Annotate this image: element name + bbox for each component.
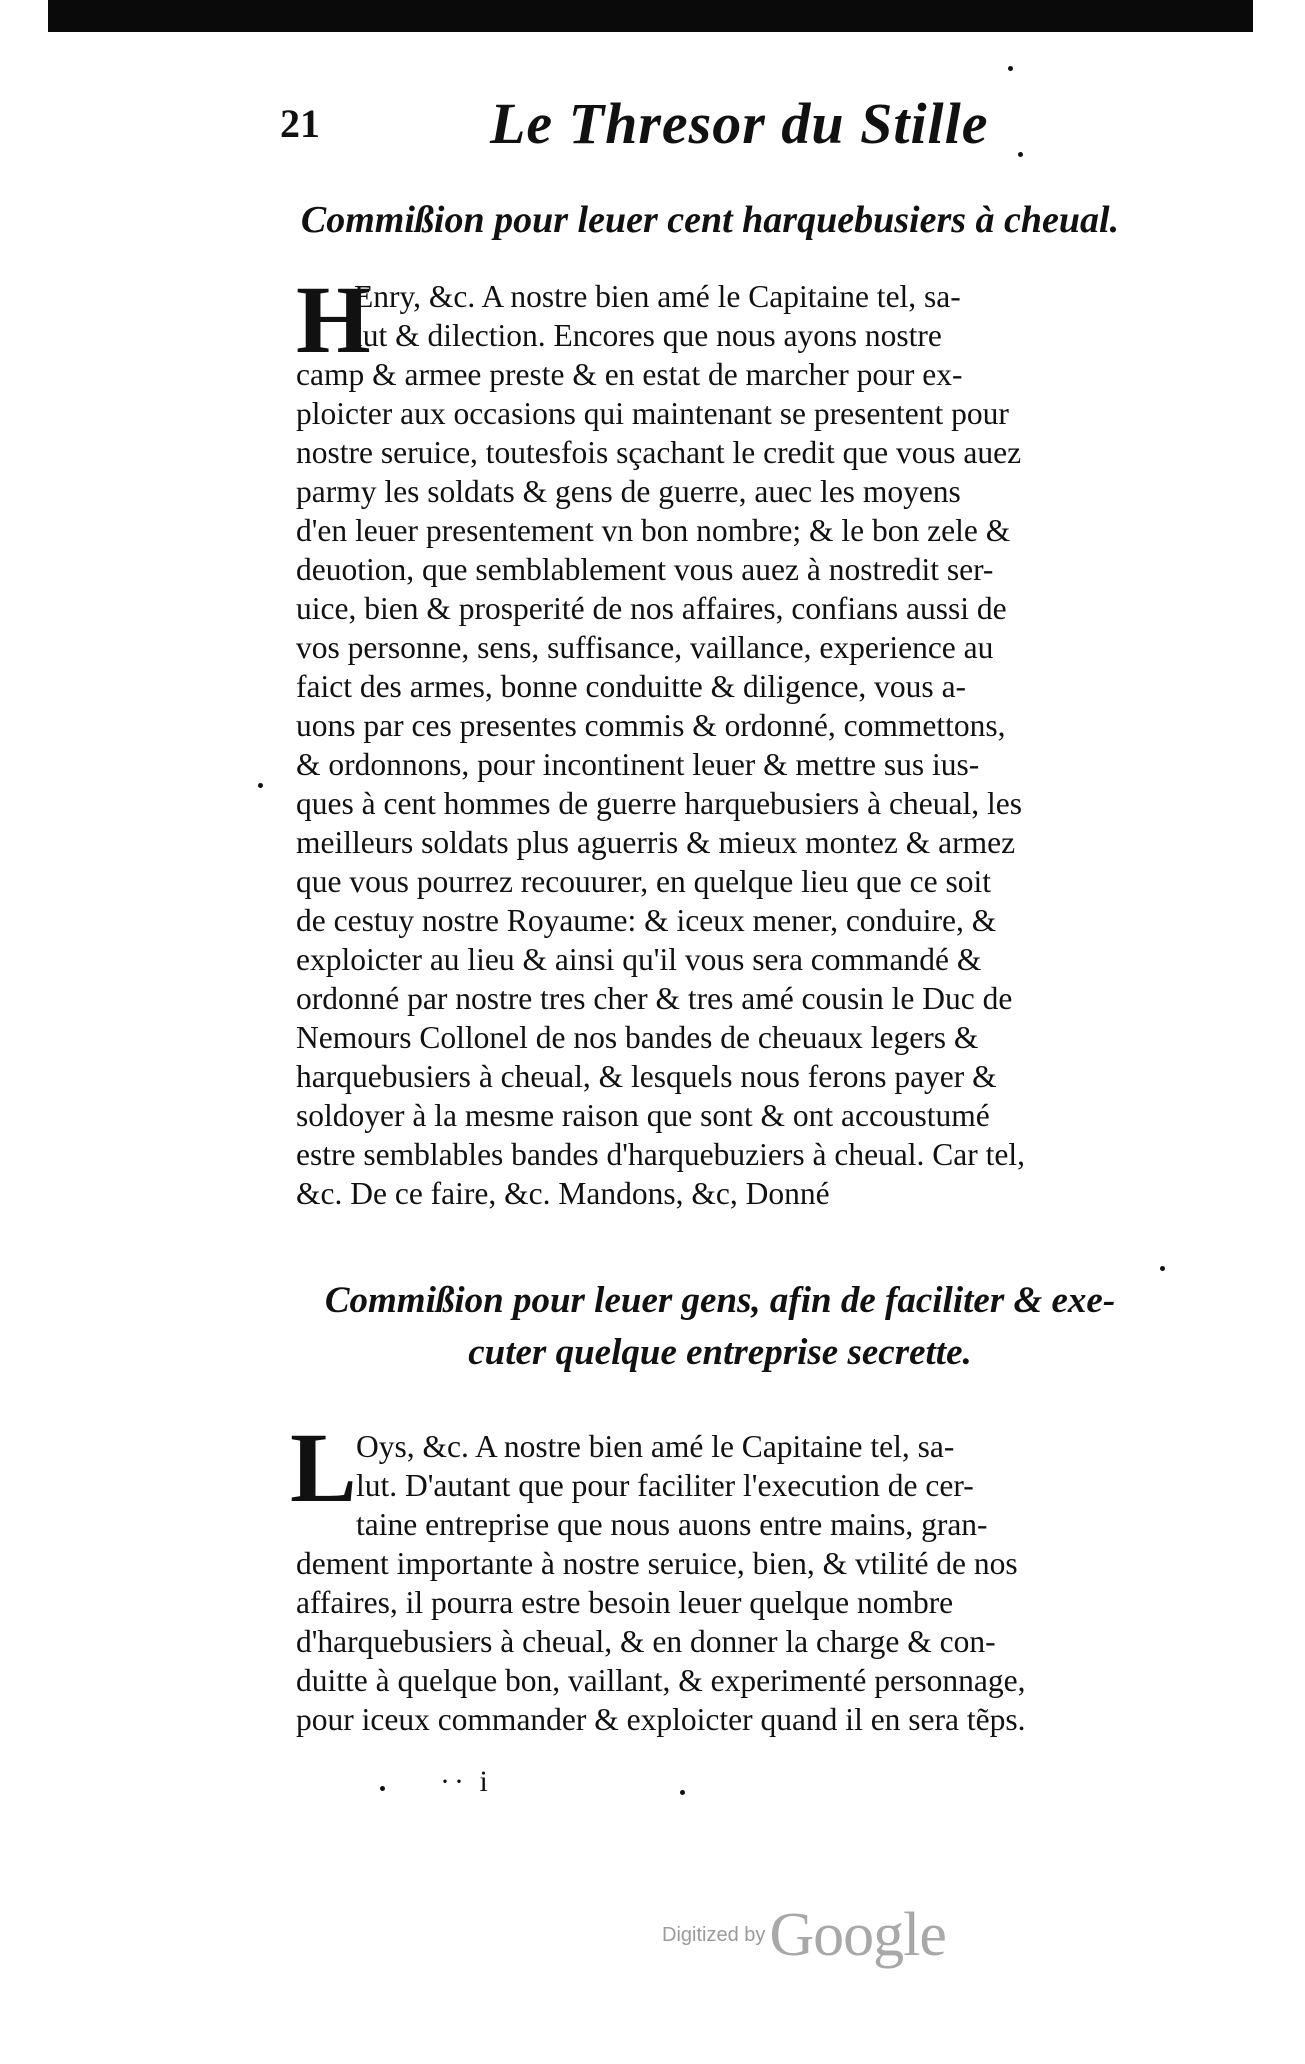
text-line: d'harquebusiers à cheual, & en donner la charge & con- — [296, 1624, 996, 1659]
scan-top-border — [48, 0, 1253, 32]
text-line: lut. D'autant que pour faciliter l'execution de cer- — [356, 1468, 974, 1503]
text-line: lut & dilection. Encores que nous ayons nostre — [354, 318, 942, 353]
text-line: ques à cent hommes de guerre harquebusiers à cheual, les — [296, 786, 1022, 821]
text-line: Enry, &c. A nostre bien amé le Capitaine tel, sa- — [354, 279, 961, 314]
section-heading-1: Commißion pour leuer cent harquebusiers à cheual. — [300, 199, 1120, 241]
text-line: duitte à quelque bon, vaillant, & experimenté personnage, — [296, 1663, 1026, 1698]
text-line: vos personne, sens, suffisance, vaillance, experience au — [296, 630, 994, 665]
text-line: de cestuy nostre Royaume: & iceux mener, conduire, & — [296, 903, 997, 938]
ink-speck — [680, 1790, 685, 1795]
ink-speck — [380, 1786, 385, 1791]
text-line: taine entreprise que nous auons entre mains, gran- — [356, 1507, 988, 1542]
text-line: uons par ces presentes commis & ordonné, commettons, — [296, 708, 1006, 743]
text-line: affaires, il pourra estre besoin leuer quelque nombre — [296, 1585, 954, 1620]
text-line: d'en leuer presentement vn bon nombre; & le bon zele & — [296, 513, 1011, 548]
section-heading-2 — [280, 1275, 1160, 1379]
text-line: parmy les soldats & gens de guerre, auec les moyens — [296, 474, 961, 509]
text-line: meilleurs soldats plus aguerris & mieux montez & armez — [296, 825, 1016, 860]
ink-speck — [258, 783, 263, 788]
text-line: ploicter aux occasions qui maintenant se presentent pour — [296, 396, 1009, 431]
book-title: Le Thresor du Stille — [490, 91, 989, 156]
running-head — [280, 90, 1040, 170]
text-line: que vous pourrez recouurer, en quelque lieu que ce soit — [296, 864, 991, 899]
digitization-watermark — [662, 1900, 946, 1971]
drop-cap-1: H — [296, 266, 371, 373]
text-line: faict des armes, bonne conduitte & diligence, vous a- — [296, 669, 967, 704]
text-line: estre semblables bandes d'harquebuziers à cheual. Car tel, — [296, 1137, 1026, 1172]
body-text-1 — [296, 277, 1025, 1213]
body-text-2 — [296, 1427, 1026, 1739]
heading-line: Commißion pour leuer gens, afin de faciliter & exe- — [324, 1280, 1116, 1321]
text-line: uice, bien & prosperité de nos affaires, confians aussi de — [296, 591, 1007, 626]
ink-speck — [1008, 66, 1013, 71]
text-line: harquebusiers à cheual, & lesquels nous ferons payer & — [296, 1059, 997, 1094]
heading-line: cuter quelque entreprise secrette. — [468, 1332, 972, 1373]
text-line: soldoyer à la mesme raison que sont & ont accoustumé — [296, 1098, 990, 1133]
text-line: nostre seruice, toutesfois sçachant le credit que vous auez — [296, 435, 1022, 470]
text-line: exploicter au lieu & ainsi qu'il vous sera commandé & — [296, 942, 982, 977]
text-line: camp & armee preste & en estat de marcher pour ex- — [296, 357, 963, 392]
ink-speck — [1018, 152, 1023, 157]
text-line: pour iceux commander & exploicter quand il en sera tẽps. — [296, 1702, 1026, 1737]
drop-cap-2: L — [290, 1412, 357, 1523]
text-line: &c. De ce faire, &c. Mandons, &c, Donné — [296, 1176, 830, 1211]
text-line: deuotion, que semblablement vous auez à nostredit ser- — [296, 552, 994, 587]
text-line: & ordonnons, pour incontinent leuer & mettre sus ius- — [296, 747, 980, 782]
page-number: 21 — [280, 101, 320, 146]
text-line: Nemours Collonel de nos bandes de cheuaux legers & — [296, 1020, 979, 1055]
watermark-prefix: Digitized by — [662, 1924, 766, 1946]
google-logo: Google — [769, 1901, 946, 1969]
text-line: Oys, &c. A nostre bien amé le Capitaine tel, sa- — [356, 1429, 955, 1464]
text-line: dement importante à nostre seruice, bien, & vtilité de nos — [296, 1546, 1018, 1581]
text-line: ordonné par nostre tres cher & tres amé cousin le Duc de — [296, 981, 1013, 1016]
signature-mark: ·· i — [440, 1765, 492, 1798]
ink-speck — [1160, 1266, 1165, 1271]
